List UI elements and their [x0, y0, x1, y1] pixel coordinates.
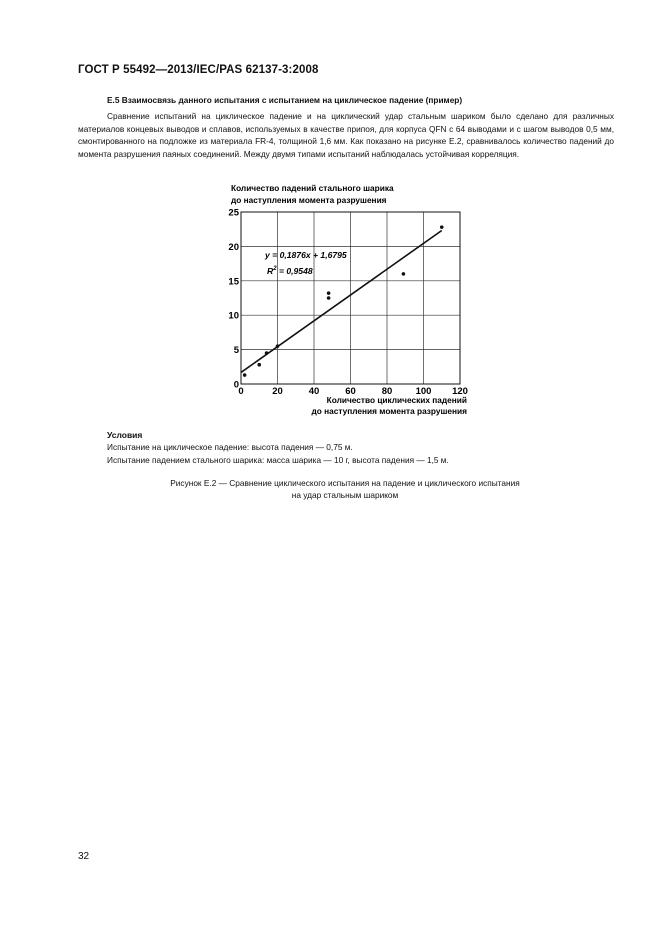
x-tick-label: 100: [415, 386, 432, 397]
r-squared-exponent: 2: [273, 266, 277, 272]
figure-caption: [110, 477, 580, 501]
x-axis-label-line1: Количество циклических падений: [326, 395, 467, 405]
document-header: ГОСТ Р 55492—2013/IEC/PAS 62137-3:2008: [78, 64, 319, 76]
y-tick-label: 5: [233, 345, 239, 357]
y-axis-label-line1: Количество падений стального шарика: [231, 183, 394, 193]
y-tick-label: 20: [228, 241, 239, 253]
y-axis-label-line2: до наступления момента разрушения: [231, 195, 387, 205]
data-point: [276, 344, 280, 348]
y-tick-label: 0: [233, 379, 239, 391]
x-axis-label-line2: до наступления момента разрушения: [311, 406, 467, 416]
data-point: [265, 351, 269, 355]
correlation-chart: [0, 0, 661, 430]
r-squared-label: [267, 266, 313, 276]
regression-equation: y = 0,1876x + 1,6795: [265, 250, 347, 260]
y-tick-label: 10: [228, 310, 239, 322]
data-point: [327, 291, 331, 295]
conditions-title: Условия: [107, 430, 143, 440]
y-tick-labels: [228, 208, 239, 391]
data-point: [257, 363, 261, 367]
data-point: [327, 296, 331, 300]
data-point: [243, 373, 247, 377]
r-squared-r: R: [267, 266, 274, 276]
y-tick-label: 25: [228, 207, 239, 219]
data-point: [440, 225, 444, 229]
chart-grid: [241, 212, 460, 384]
r-squared-value: = 0,9548: [276, 266, 313, 276]
x-tick-label: 120: [452, 386, 468, 397]
conditions-line-1: Испытание на циклическое падение: высота падения — 0,75 м.: [107, 442, 353, 452]
x-tick-label: 40: [308, 386, 320, 397]
figure-caption-line-2: на удар стальным шариком: [291, 490, 399, 500]
section-heading: Е.5 Взаимосвязь данного испытания с испытанием на циклическое падение (пример): [107, 95, 463, 105]
figure-caption-line-1: Рисунок Е.2 — Сравнение циклического испытания на падение и циклического испытания: [170, 478, 520, 488]
x-tick-label: 60: [345, 386, 356, 397]
data-point: [402, 272, 406, 276]
x-tick-label: 20: [272, 386, 283, 397]
x-tick-label: 80: [381, 386, 393, 397]
x-tick-label: 0: [238, 386, 244, 397]
y-tick-label: 15: [228, 276, 239, 288]
page-number: 32: [78, 851, 90, 862]
body-paragraph: Сравнение испытаний на циклическое падение и на циклический удар стальным шариком было сделано для различных материалов концевых выводов и сплавов, используемых в качестве припоя, для корпуса QFN с 64 выводами и с шагом выводов 0,5 мм, смонтированного на подложке из материала FR-4, толщиной 1,6 мм. Как показано на рисунке Е.2, сравнивалось количество падений до момента разрушения паяных соединений. Между двумя типами испытаний наблюдалась устойчивая корреляция.: [78, 111, 614, 159]
conditions-line-2: Испытание падением стального шарика: масса шарика — 10 г, высота падения — 1,5 м.: [107, 455, 449, 465]
